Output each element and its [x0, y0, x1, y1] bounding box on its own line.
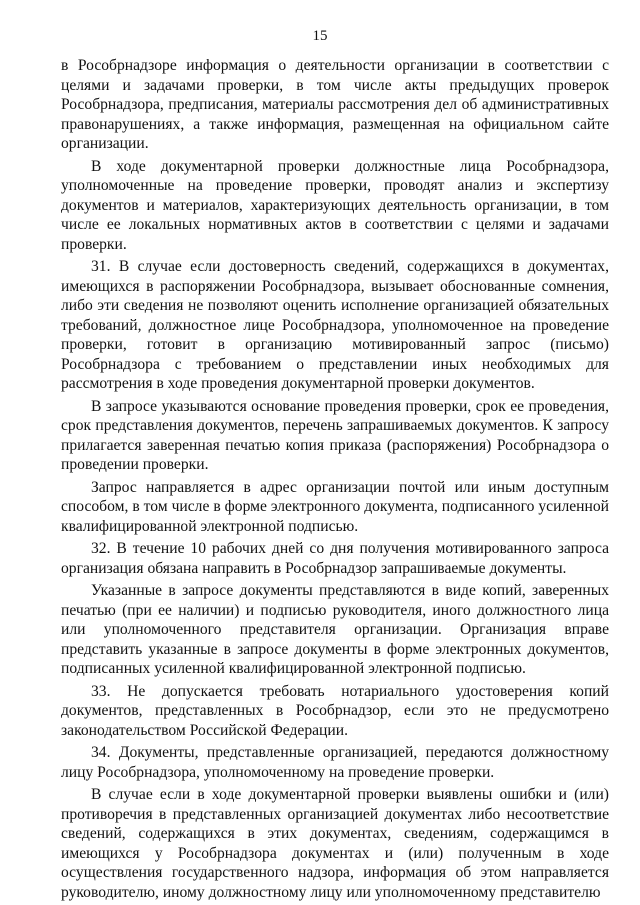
document-body — [61, 56, 609, 905]
paragraph-item-34: 34. Документы, представленные организацией, передаются должностному лицу Рособрнадзора, уполномоченному на проведение проверки. — [61, 744, 609, 781]
paragraph-continuation: в Рособрнадзоре информация о деятельности организации в соответствии с целями и задачами проверки, в том числе акты предыдущих проверок Рособрнадзора, предписания, материалы рассмотрения дел об административных правонарушениях, а также информация, размещенная на официальном сайте организации. — [61, 57, 609, 152]
paragraph-item-33: 33. Не допускается требовать нотариального удостоверения копий документов, представленных в Рособрнадзор, если это не предусмотрено законодательством Российской Федерации. — [61, 682, 609, 739]
paragraph: В запросе указываются основание проведения проверки, срок ее проведения, срок представления документов, перечень запрашиваемых документов. К запросу прилагается заверенная печатью копия приказа (распоряжения) Рособрнадзора о проведении проверки. — [61, 397, 609, 473]
paragraph: В ходе документарной проверки должностные лица Рособрнадзора, уполномоченные на проведение проверки, проводят анализ и экспертизу документов и материалов, характеризующих деятельность организации, в том числе ее локальных нормативных актов в соответствии с целями и задачами проверки. — [61, 157, 609, 253]
page-number: 15 — [312, 28, 328, 44]
paragraph-item-31: 31. В случае если достоверность сведений, содержащихся в документах, имеющихся в распоряжении Рособрнадзора, вызывает обоснованные сомнения, либо эти сведения не позволяют оценить исполнение организацией обязательных требований, должностное лице Рособрнадзора, уполномоченное на проведение проверки, готовит в организацию мотивированный запрос (письмо) Рособрнадзора с требованием о представлении иных необходимых для рассмотрения в ходе проведения документарной проверки документов. — [61, 258, 609, 392]
paragraph: Запрос направляется в адрес организации почтой или иным доступным способом, в том числе в форме электронного документа, подписанного усиленной квалифицированной электронной подписью. — [61, 478, 609, 535]
paragraph: Указанные в запросе документы представляются в виде копий, заверенных печатью (при ее наличии) и подписью руководителя, иного должностного лица или уполномоченного представителя организации. Организация вправе представить указанные в запросе документы в форме электронных документов, подписанных усиленной квалифицированной электронной подписью. — [61, 582, 609, 677]
paragraph-item-32: 32. В течение 10 рабочих дней со дня получения мотивированного запроса организация обязана направить в Рособрнадзор запрашиваемые документы. — [61, 540, 609, 577]
paragraph: В случае если в ходе документарной проверки выявлены ошибки и (или) противоречия в представленных организацией документах либо несоответствие сведений, содержащихся в этих документах, сведениям, содержащимся в имеющихся у Рособрнадзора документах и (или) полученным в ходе осуществления государственного надзора, информация об этом направляется руководителю, иному должностному лицу или уполномоченному представителю — [61, 786, 609, 901]
